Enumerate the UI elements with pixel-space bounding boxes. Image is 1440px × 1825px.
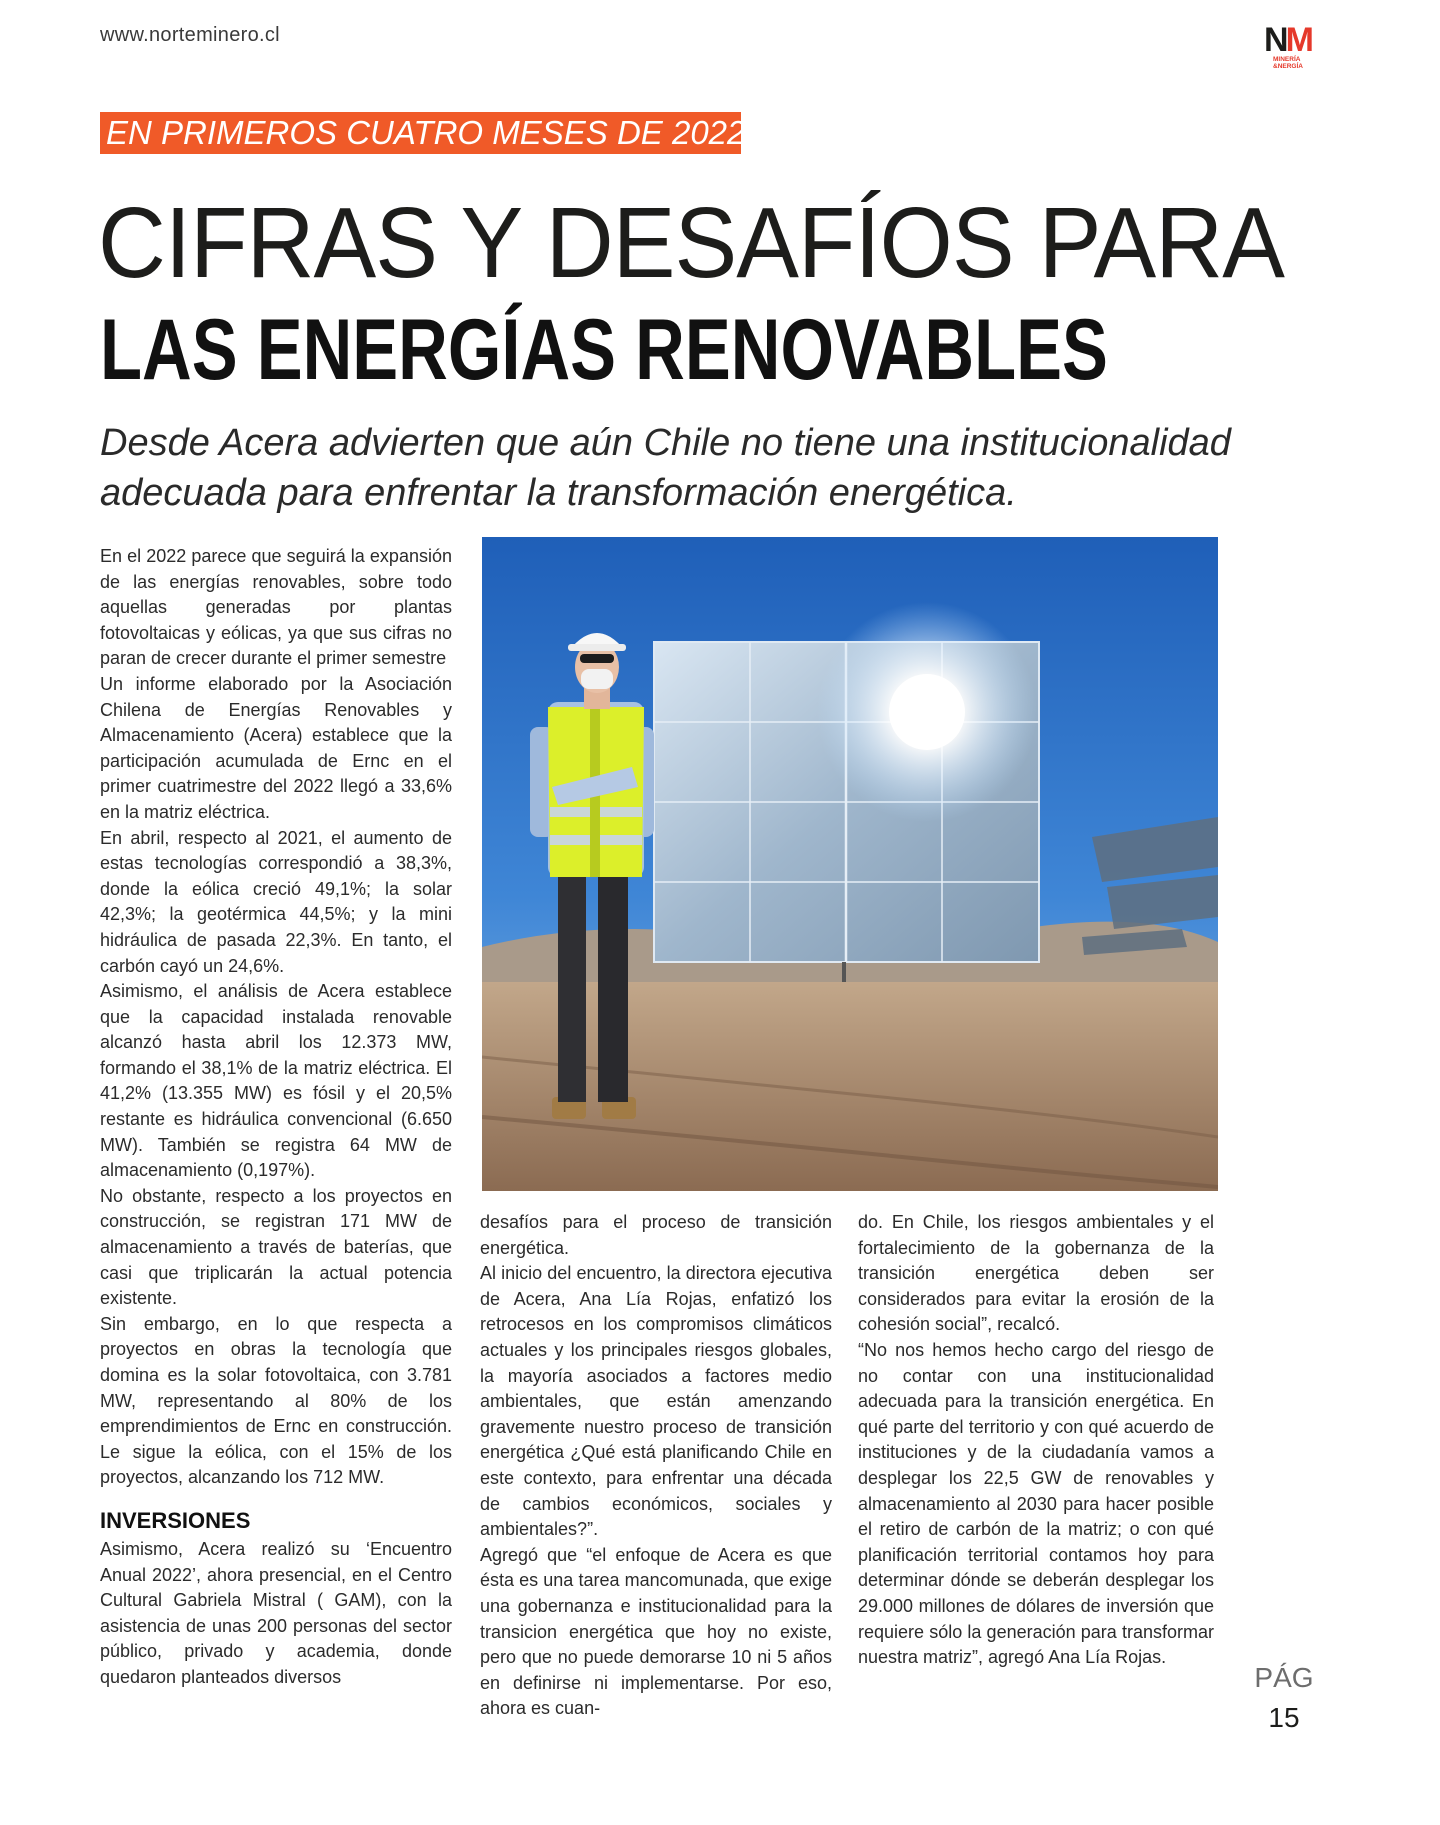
paragraph: No obstante, respecto a los proyectos en construcción, se registran 171 MW de almacenamiento a través de baterías, que casi que triplicarán la actual potencia existente.	[100, 1185, 452, 1309]
magazine-logo	[1264, 21, 1330, 72]
paragraph: En el 2022 parece que seguirá la expansión de las energías renovables, sobre todo aquellas generadas por plantas fotovoltaicas y eólicas, ya que sus cifras no paran de crecer durante el primer semestre	[100, 546, 452, 669]
site-url[interactable]: www.norteminero.cl	[100, 24, 280, 46]
paragraph: Asimismo, Acera realizó su ‘Encuentro Anual 2022’, ahora presencial, en el Centro Cultural Gabriela Mistral ( GAM), con la asistencia de unas 200 personas del sector público, privado y academia, donde quedaron planteados diversos	[100, 1538, 452, 1687]
headline-line-2: LAS ENERGÍAS RENOVABLES	[100, 302, 1108, 398]
paragraph: En abril, respecto al 2021, el aumento de estas tecnologías correspondió a 38,3%, donde la eólica creció 49,1%; la solar 42,3%; la geotérmica 44,5%; y la mini hidráulica de pasada 22,3%. En tanto, el carbón cayó un 24,6%.	[100, 827, 452, 976]
text-column-2	[480, 1210, 832, 1722]
text-column-1	[100, 544, 452, 1691]
article-photo	[482, 537, 1218, 1191]
paragraph: Asimismo, el análisis de Acera establece que la capacidad instalada renovable alcanzó hasta abril los 12.373 MW, formando el 38,1% de la matriz eléctrica. El 41,2% (13.355 MW) es fósil y el 20,5% restante es hidráulica convencional (6.650 MW). También se registra 64 MW de almacenamiento (0,197%).	[100, 981, 452, 1181]
page-number: 15	[1268, 1702, 1300, 1733]
logo-letter-n: N	[1264, 21, 1286, 59]
headline-line-1: CIFRAS Y DESAFÍOS PARA	[98, 187, 1285, 299]
paragraph: Un informe elaborado por la Asociación Chilena de Energías Renovables y Almacenamiento (Acera) establece que la participación acumulada de Ernc en el primer cuatrimestre del 2022 llegó a 33,6% en la matriz eléctrica.	[100, 673, 452, 822]
page-label: PÁG	[1254, 1662, 1314, 1693]
photo-solar-plant	[482, 537, 1218, 1191]
logo-subtitle-2: &NERGÍA	[1273, 63, 1303, 70]
text-column-3	[858, 1210, 1214, 1671]
paragraph: Agregó que “el enfoque de Acera es que ésta es una tarea mancomunada, que exige una gobernanza e institucionalidad para la transicion energética que hoy no existe, pero que no puede demorarse 10 ni 5 años en definirse ni implementarse. Por eso, ahora es cuan-	[480, 1544, 832, 1719]
paragraph: desafíos para el proceso de transición energética.	[480, 1212, 832, 1258]
logo-subtitle-1: MINERÍA	[1273, 56, 1301, 63]
article-deck: Desde Acera advierten que aún Chile no tiene una institucionalidad adecuada para enfrentar la transformación energética.	[100, 422, 1231, 514]
paragraph: do. En Chile, los riesgos ambientales y el fortalecimiento de la gobernanza de la transición energética deben ser considerados para evitar la erosión de la cohesión social”, recalcó.	[858, 1212, 1214, 1335]
paragraph: Al inicio del encuentro, la directora ejecutiva de Acera, Ana Lía Rojas, enfatizó los retrocesos en los compromisos climáticos actuales y los principales riesgos globales, la mayoría asociados a factores medio ambientales, que están amenzando gravemente nuestro proceso de transición energética ¿Qué está planificando Chile en este contexto, para enfrentar una década de cambios económicos, sociales y ambientales?”.	[480, 1263, 832, 1540]
article-kicker: EN PRIMEROS CUATRO MESES DE 2022	[100, 112, 741, 154]
section-subhead: INVERSIONES	[100, 1507, 251, 1533]
logo-letters	[1264, 21, 1330, 59]
paragraph: Sin embargo, en lo que respecta a proyectos en obras la tecnología que domina es la solar fotovoltaica, con 3.781 MW, representando al 80% de los emprendimientos de Ernc en construcción. Le sigue la eólica, con el 15% de los proyectos, alcanzando los 712 MW.	[100, 1313, 452, 1488]
logo-letter-m: M	[1285, 21, 1311, 59]
paragraph: “No nos hemos hecho cargo del riesgo de no contar con una institucionalidad adecuada para la transición energética. En qué parte del territorio y con qué acuerdo de instituciones y de la ciudadanía vamos a desplegar los 22,5 GW de renovables y almacenamiento al 2030 para hacer posible el retiro de carbón de la matriz; o con qué planificación territorial contamos hoy para determinar dónde se deberán desplegar los 29.000 millones de dólares de inversión que requiere sólo la generación para transformar nuestra matriz”, agregó Ana Lía Rojas.	[858, 1339, 1214, 1668]
